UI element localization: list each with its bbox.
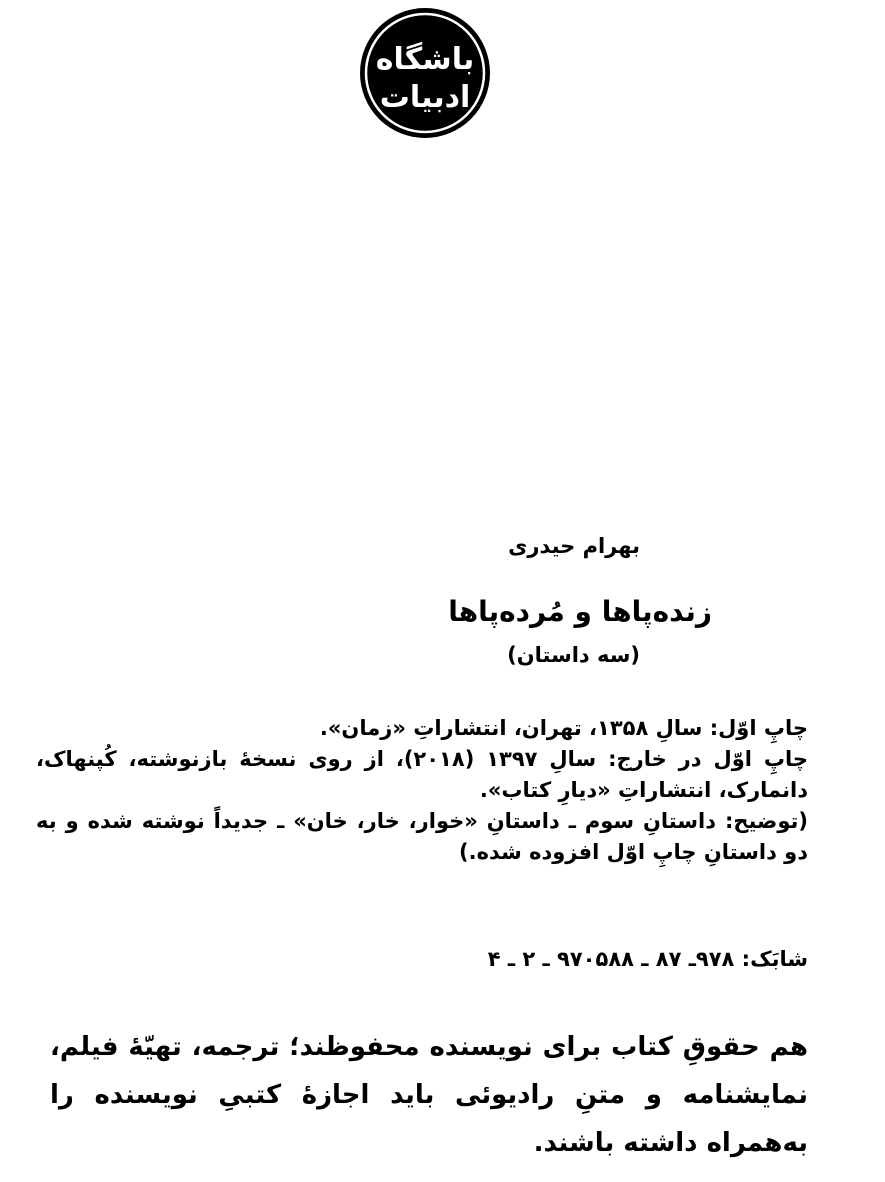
- abroad-edition: چاپِ اوّل در خارج: سالِ ۱۳۹۷ (۲۰۱۸)، از روی نسخهٔ بازنوشته، کُپنهاک، دانمارک، انتشاراتِ «دیارِ کتاب».: [36, 747, 808, 802]
- book-subtitle: (سه داستان): [507, 643, 640, 667]
- author-name: بهرام حیدری: [508, 534, 640, 558]
- publication-info: [36, 713, 808, 868]
- logo: [359, 7, 491, 139]
- book-title: زنده‌پاها و مُرده‌پاها: [448, 595, 712, 628]
- copyright-notice: [50, 1023, 808, 1167]
- edition-note: (توضیح: داستانِ سوم ـ داستانِ «خوار، خار، خان» ـ جدیداً نوشته شده و به دو داستانِ چاپِ اوّل افزوده شده.): [36, 809, 808, 864]
- first-edition: چاپِ اوّل: سالِ ۱۳۵۸، تهران، انتشاراتِ «زمان».: [319, 716, 808, 740]
- logo-text-line2: ادبیات: [379, 80, 471, 115]
- copyright-text: هم حقوقِ کتاب برای نویسنده محفوظند؛ ترجمه، تهیّهٔ فیلم، نمایشنامه و متنِ رادیوئی باید اجازهٔ کتبیِ نویسنده را به‌همراه داشته باشند.: [50, 1032, 808, 1158]
- logo-text-line1: باشگاه: [375, 42, 475, 77]
- isbn: شابَک: ۹۷۸ـ ۸۷ ـ ۹۷۰۵۸۸ ـ ۲ ـ ۴: [487, 947, 808, 971]
- logo-emblem: [359, 7, 491, 139]
